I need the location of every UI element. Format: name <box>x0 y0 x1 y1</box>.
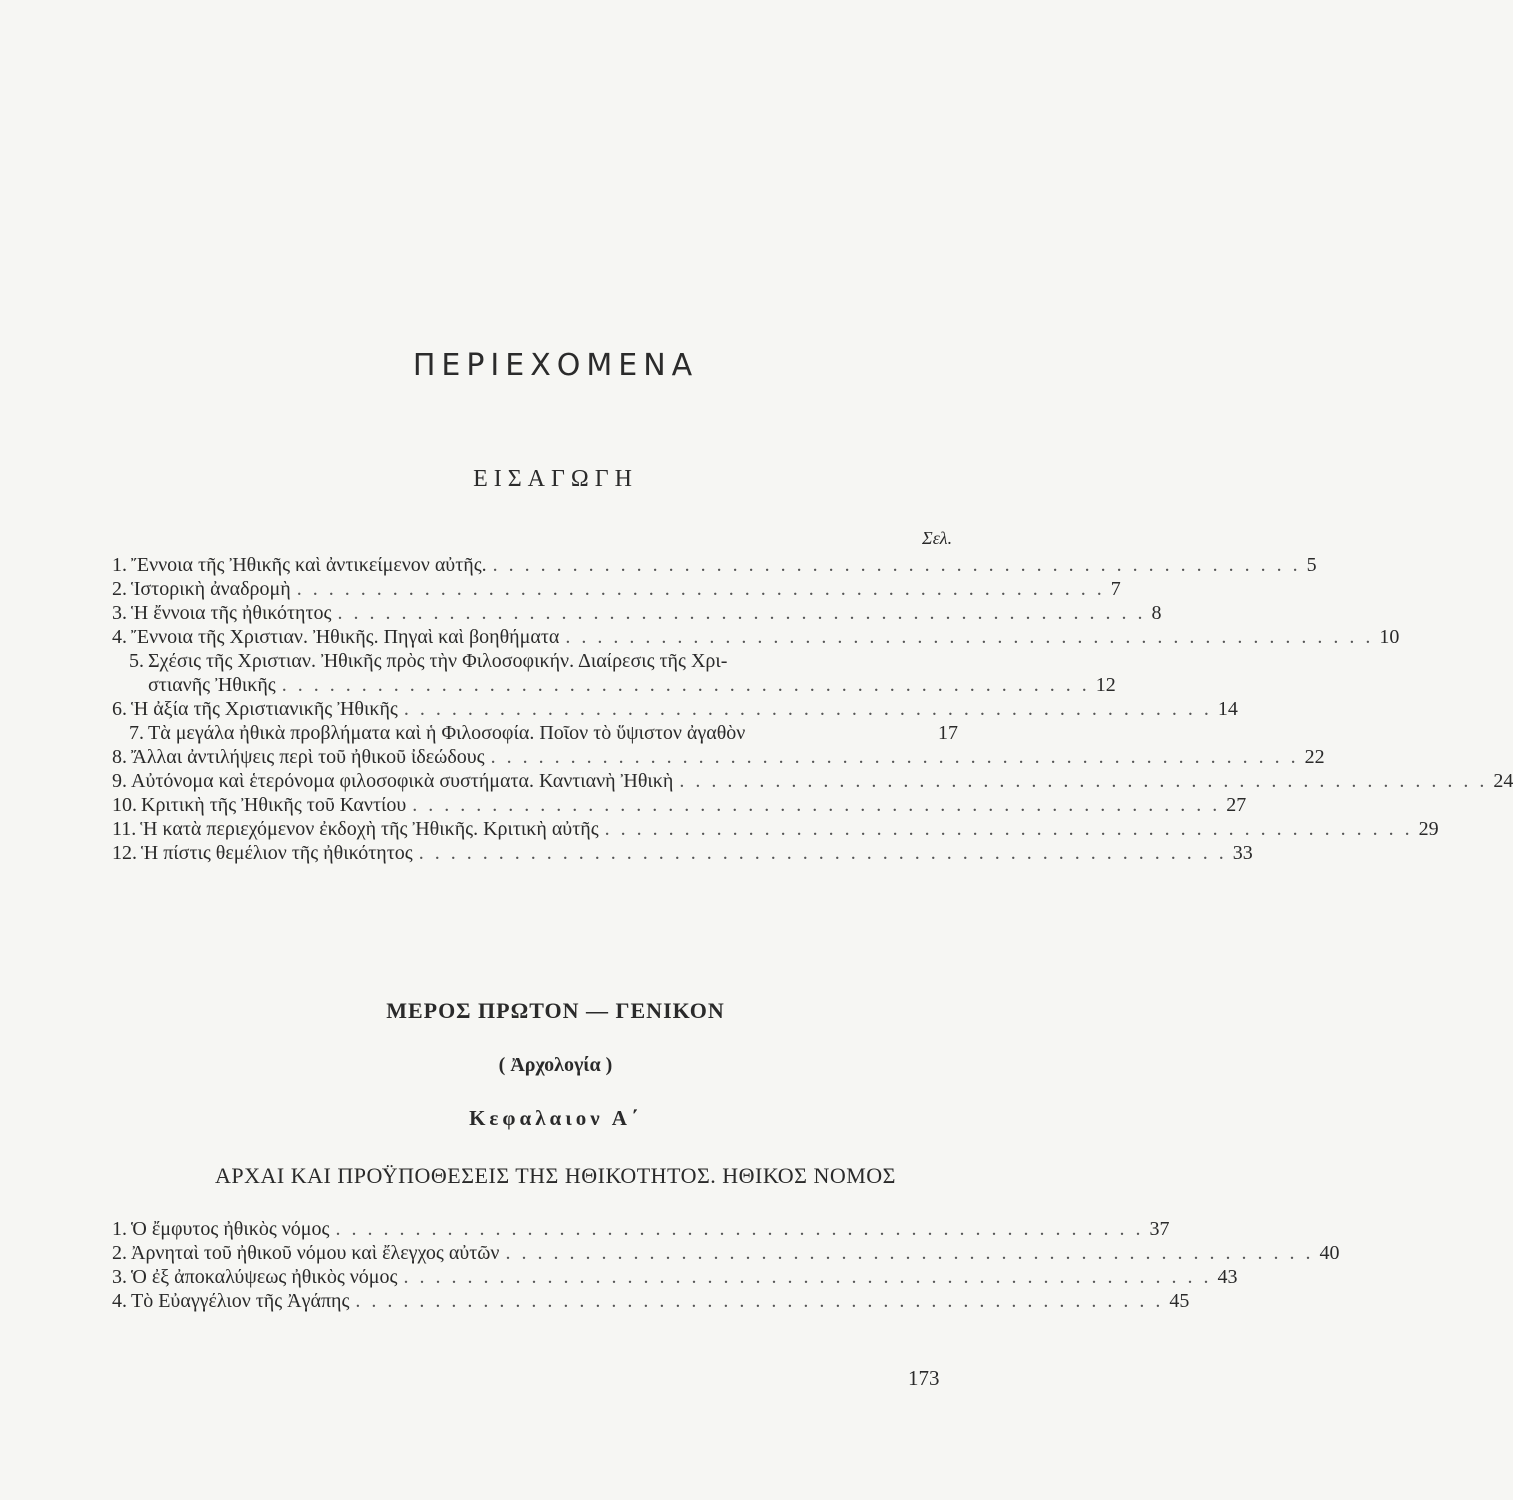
toc-entry-line-2 <box>112 674 1116 697</box>
toc-entry-page: 10 <box>1379 626 1400 648</box>
toc-entry-text: Ἔννοια τῆς Ἠθικῆς καὶ ἀντικείμενον αὐτῆς. <box>131 554 487 576</box>
toc-entry-text: Ὁ ἔμφυτος ἠθικὸς νόμος <box>131 1218 330 1240</box>
toc-entry-number: 1. <box>112 554 127 576</box>
intro-toc-list <box>112 554 1513 866</box>
toc-entry-number: 10. <box>112 794 137 816</box>
chapter-a-toc-list <box>112 1218 1340 1314</box>
toc-entry-text: Τὰ μεγάλα ἠθικὰ προβλήματα καὶ ἡ Φιλοσοφία. Ποῖον τὸ ὕψιστον ἀγαθὸν <box>148 722 746 744</box>
toc-entry-page: 27 <box>1226 794 1247 816</box>
chapter-title: ΑΡΧΑΙ ΚΑΙ ΠΡΟΫΠΟΘΕΣΕΙΣ ΤΗΣ ΗΘΙΚΟΤΗΤΟΣ. ΗΘΙΚΟΣ ΝΟΜΟΣ <box>215 1163 896 1188</box>
toc-entry-page: 14 <box>1217 698 1238 720</box>
leader-dots: . . . . . . . . . . . . . . . . . . . . . . . . . . . . . . . . . . . . . . . . . . . . . . . . . . . <box>403 698 1212 720</box>
toc-entry-number: 8. <box>112 746 127 768</box>
leader-dots: . . . . . . . . . . . . . . . . . . . . . . . . . . . . . . . . . . . . . . . . . . . . . . . . . . . <box>679 770 1488 792</box>
toc-entry <box>112 770 1513 794</box>
toc-entry-page: 37 <box>1149 1218 1170 1240</box>
chapter-heading: Κεφαλαιον Α΄ <box>469 1106 642 1130</box>
toc-entry-page: 29 <box>1418 818 1439 840</box>
toc-entry-page: 40 <box>1319 1242 1340 1264</box>
toc-entry-text: Αὐτόνομα καὶ ἑτερόνομα φιλοσοφικὰ συστήματα. Καντιανὴ Ἠθικὴ <box>131 770 674 792</box>
leader-dots: . . . . . . . . . . . . . . . . . . . . . . . . . . . . . . . . . . . . . . . . . . . . . . . . . . . <box>403 1266 1212 1288</box>
toc-entry-page: 24 <box>1493 770 1513 792</box>
toc-entry <box>112 698 1238 722</box>
toc-entry-text: Ἄλλαι ἀντιλήψεις περὶ τοῦ ἠθικοῦ ἰδεώδους <box>131 746 485 768</box>
toc-entry-number: 4. <box>112 626 127 648</box>
toc-entry <box>112 650 1116 698</box>
toc-entry-page: 43 <box>1217 1266 1238 1288</box>
toc-entry-number: 6. <box>112 698 127 720</box>
page-number: 173 <box>908 1366 940 1390</box>
toc-entry-text: Ἡ πίστις θεμέλιον τῆς ἠθικότητος <box>141 842 413 864</box>
toc-entry-number: 5. <box>129 650 144 672</box>
toc-entry <box>112 1266 1238 1290</box>
toc-entry <box>112 1290 1190 1314</box>
part-heading: ΜΕΡΟΣ ΠΡΩΤΟΝ — ΓΕΝΙΚΟΝ <box>386 998 725 1023</box>
toc-entry-text: Ἱστορικὴ ἀναδρομὴ <box>131 578 291 600</box>
toc-entry-page: 5 <box>1306 554 1317 576</box>
toc-entry-page: 8 <box>1151 602 1162 624</box>
toc-entry-page: 17 <box>938 722 958 744</box>
toc-entry <box>112 722 958 746</box>
toc-entry <box>112 1218 1170 1242</box>
toc-entry-number: 2. <box>112 1242 127 1264</box>
toc-entry-page: 7 <box>1110 578 1121 600</box>
toc-entry <box>112 578 1121 602</box>
leader-dots: . . . . . . . . . . . . . . . . . . . . . . . . . . . . . . . . . . . . . . . . . . . . . . . . . . . <box>492 554 1301 576</box>
toc-entry <box>112 842 1253 866</box>
toc-entry-text-continued: στιανῆς Ἠθικῆς <box>148 674 276 696</box>
part-subtitle: ( Ἀρχολογία ) <box>498 1054 613 1076</box>
leader-dots: . . . . . . . . . . . . . . . . . . . . . . . . . . . . . . . . . . . . . . . . . . . . . . . . . . . <box>604 818 1413 840</box>
toc-entry-number: 2. <box>112 578 127 600</box>
toc-entry-page: 22 <box>1304 746 1325 768</box>
toc-entry-number: 3. <box>112 602 127 624</box>
toc-entry-number: 3. <box>112 1266 127 1288</box>
leader-dots: . . . . . . . . . . . . . . . . . . . . . . . . . . . . . . . . . . . . . . . . . . . . . . . . . . . <box>418 842 1227 864</box>
toc-entry-text: Ἔννοια τῆς Χριστιαν. Ἠθικῆς. Πηγαὶ καὶ βοηθήματα <box>131 626 560 648</box>
toc-entry <box>112 626 1400 650</box>
leader-dots: . . . . . . . . . . . . . . . . . . . . . . . . . . . . . . . . . . . . . . . . . . . . . . . . . . . <box>412 794 1221 816</box>
leader-dots: . . . . . . . . . . . . . . . . . . . . . . . . . . . . . . . . . . . . . . . . . . . . . . . . . . . <box>296 578 1105 600</box>
toc-entry <box>112 794 1247 818</box>
toc-entry-text: Τὸ Εὐαγγέλιον τῆς Ἀγάπης <box>131 1290 350 1312</box>
toc-entry-number: 11. <box>112 818 137 840</box>
leader-dots: . . . . . . . . . . . . . . . . . . . . . . . . . . . . . . . . . . . . . . . . . . . . . . . . . . . <box>505 1242 1314 1264</box>
toc-entry-line-1 <box>112 650 958 673</box>
toc-entry-number: 1. <box>112 1218 127 1240</box>
intro-heading: ΕΙΣΑΓΩΓΗ <box>473 466 638 492</box>
toc-entry-text: Κριτικὴ τῆς Ἠθικῆς τοῦ Καντίου <box>141 794 407 816</box>
page-title: ΠΕΡΙΕΧΟΜΕΝΑ <box>412 348 699 383</box>
toc-entry <box>112 818 1439 842</box>
toc-entry <box>112 746 1325 770</box>
leader-dots: . . . . . . . . . . . . . . . . . . . . . . . . . . . . . . . . . . . . . . . . . . . . . . . . . . . <box>337 602 1146 624</box>
toc-entry-page: 45 <box>1169 1290 1190 1312</box>
leader-dots: . . . . . . . . . . . . . . . . . . . . . . . . . . . . . . . . . . . . . . . . . . . . . . . . . . . <box>355 1290 1164 1312</box>
toc-entry-number: 7. <box>129 722 144 744</box>
toc-entry-number: 12. <box>112 842 137 864</box>
leader-dots: . . . . . . . . . . . . . . . . . . . . . . . . . . . . . . . . . . . . . . . . . . . . . . . . . . . <box>335 1218 1144 1240</box>
toc-entry <box>112 554 1317 578</box>
toc-entry-number: 9. <box>112 770 127 792</box>
leader-dots: . . . . . . . . . . . . . . . . . . . . . . . . . . . . . . . . . . . . . . . . . . . . . . . . . . . <box>281 674 1090 696</box>
toc-entry-text: Σχέσις τῆς Χριστιαν. Ἠθικῆς πρὸς τὴν Φιλοσοφικήν. Διαίρεσις τῆς Χρι- <box>148 650 728 672</box>
page-column-label: Σελ. <box>922 528 953 548</box>
toc-entry-text: Ἡ κατὰ περιεχόμενον ἐκδοχὴ τῆς Ἠθικῆς. Κριτικὴ αὐτῆς <box>140 818 599 840</box>
toc-entry-text: Ἀρνηταὶ τοῦ ἠθικοῦ νόμου καὶ ἔλεγχος αὐτῶν <box>131 1242 500 1264</box>
toc-entry-number: 4. <box>112 1290 127 1312</box>
toc-entry-text: Ἡ ἔννοια τῆς ἠθικότητος <box>131 602 332 624</box>
toc-entry <box>112 602 1162 626</box>
toc-entry-page: 12 <box>1095 674 1116 696</box>
leader-dots: . . . . . . . . . . . . . . . . . . . . . . . . . . . . . . . . . . . . . . . . . . . . . . . . . . . <box>565 626 1374 648</box>
toc-entry-text: Ἡ ἀξία τῆς Χριστιανικῆς Ἠθικῆς <box>131 698 398 720</box>
leader-dots: . . . . . . . . . . . . . . . . . . . . . . . . . . . . . . . . . . . . . . . . . . . . . . . . . . . <box>490 746 1299 768</box>
toc-entry-page: 33 <box>1232 842 1253 864</box>
toc-entry-text: Ὁ ἐξ ἀποκαλύψεως ἠθικὸς νόμος <box>131 1266 398 1288</box>
toc-entry <box>112 1242 1340 1266</box>
